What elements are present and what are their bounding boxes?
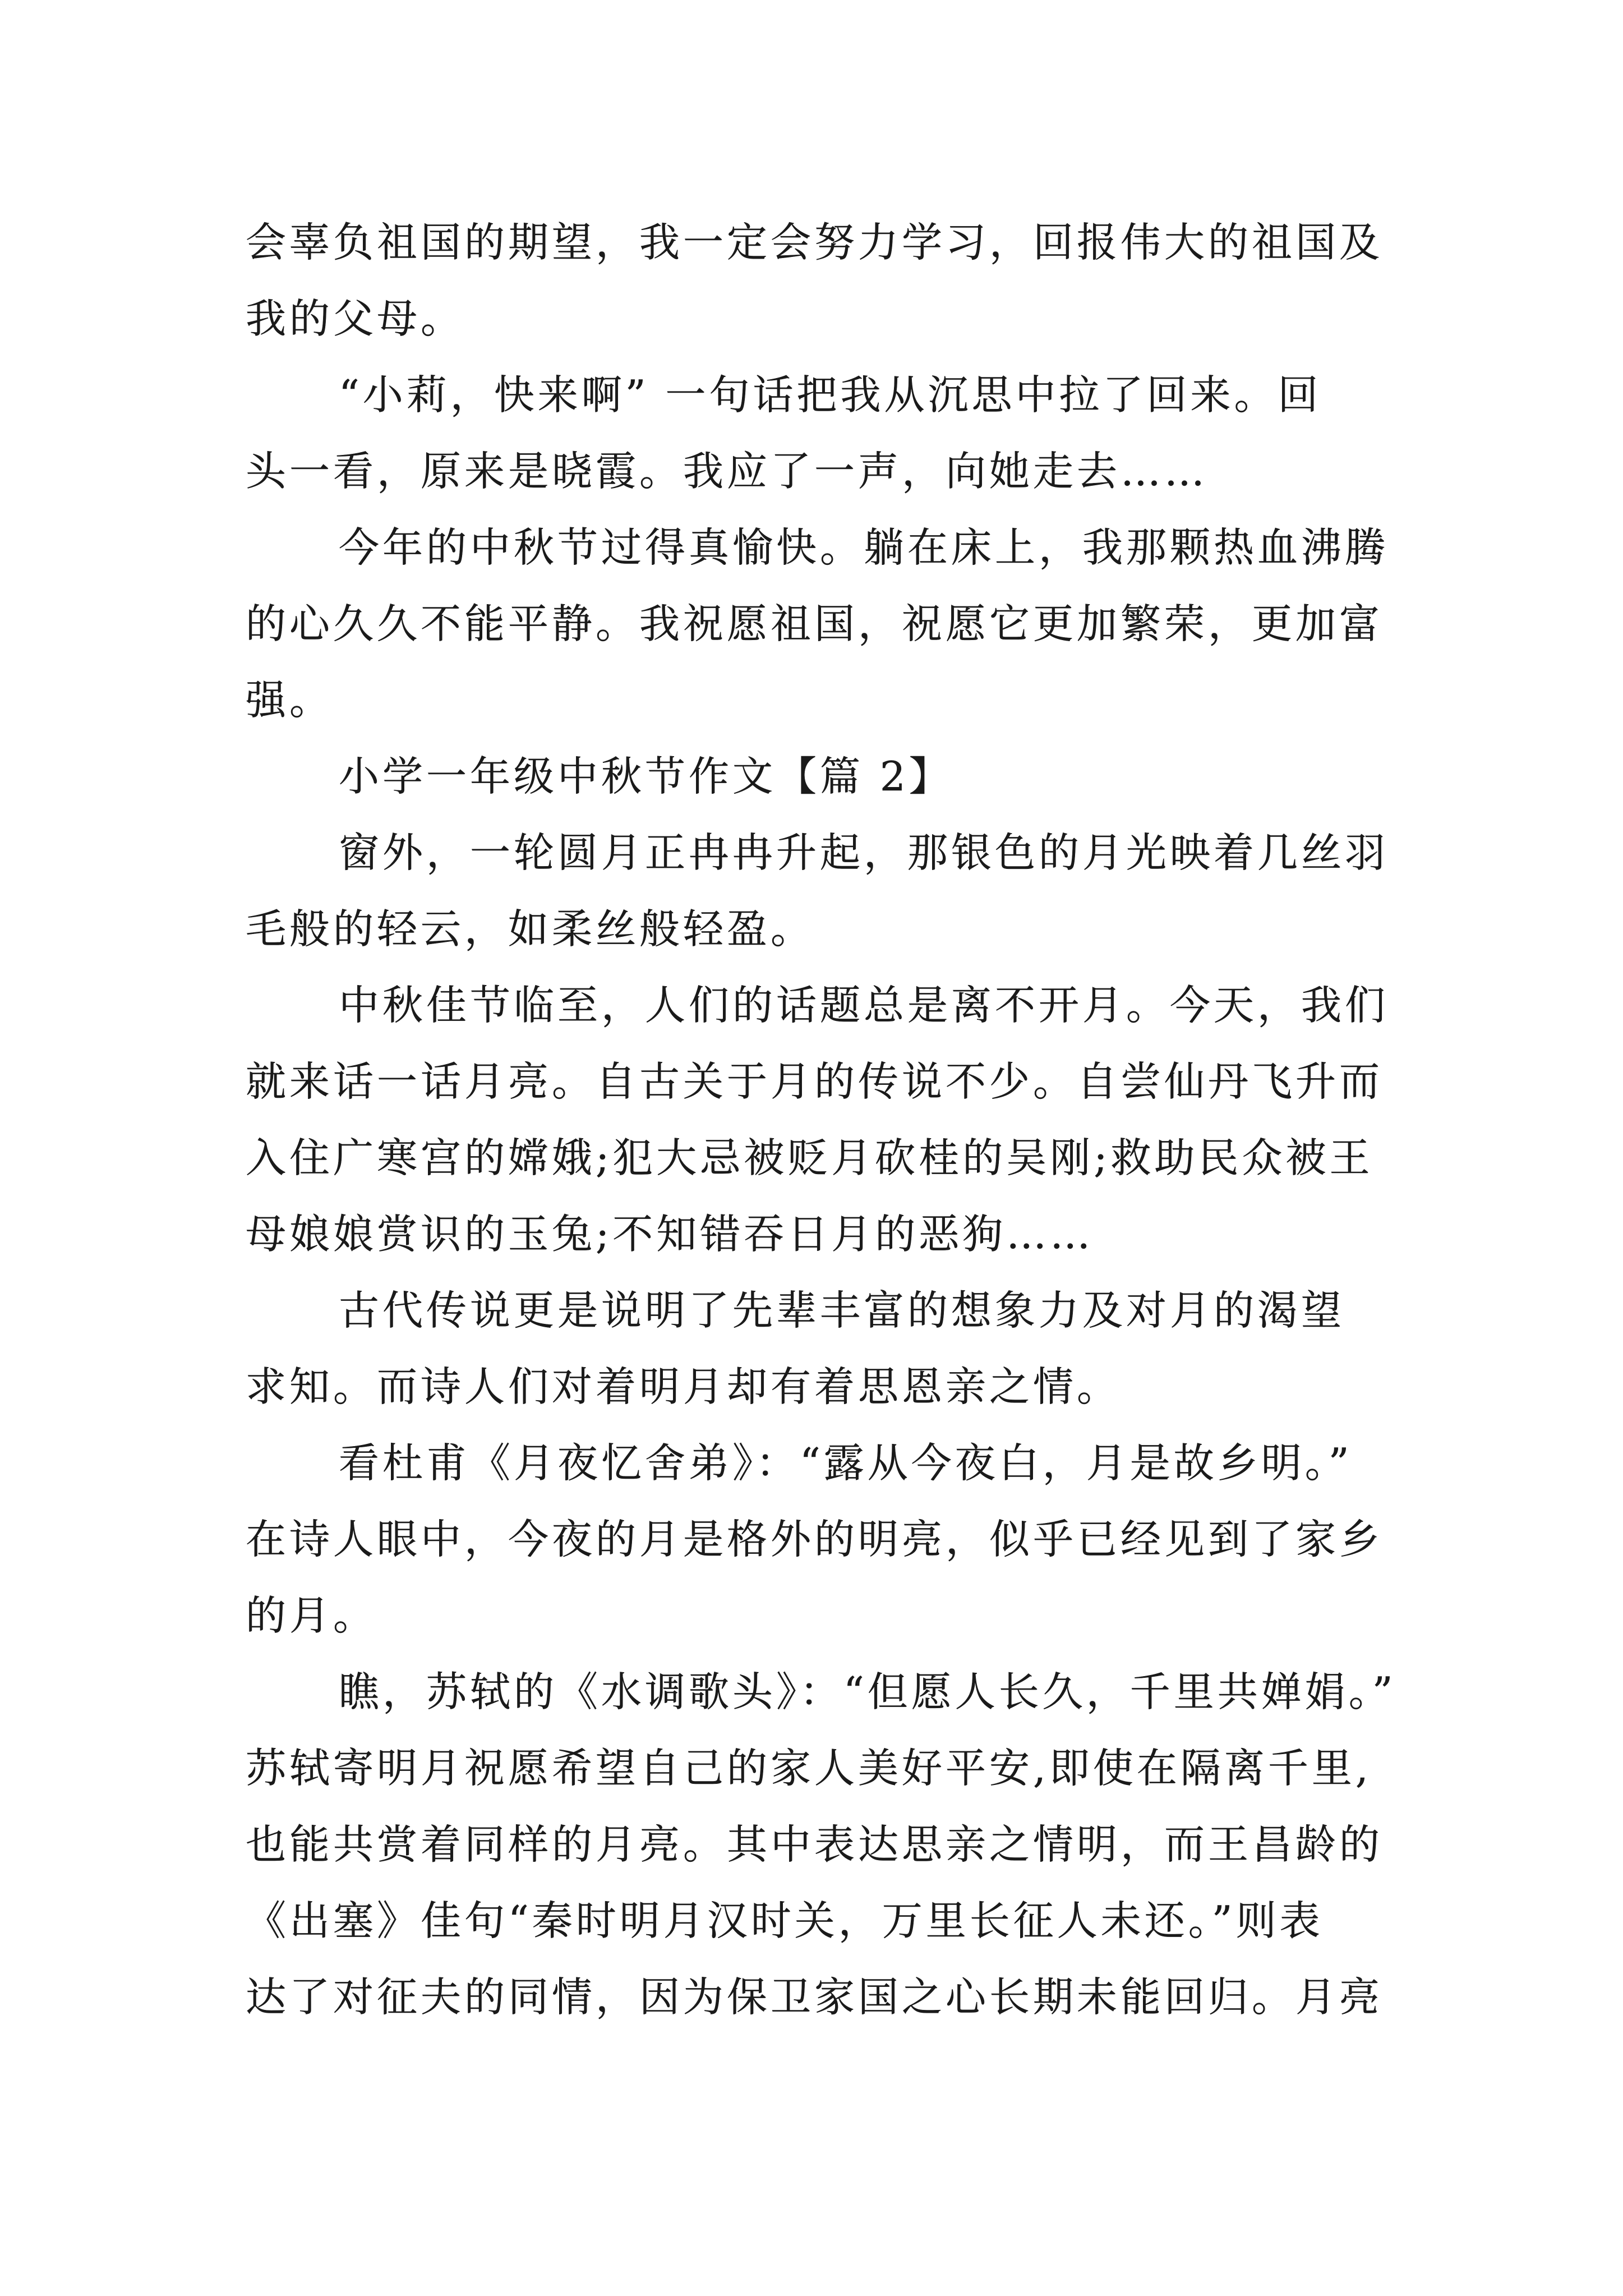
text-line: 的月。 xyxy=(246,1592,377,1639)
text-line: 母娘娘赏识的玉兔;不知错吞日月的恶狗…… xyxy=(246,1211,1094,1258)
text-line: 窗外，一轮圆月正冉冉升起，那银色的月光映着几丝羽 xyxy=(339,829,1389,876)
text-line: 苏轼寄明月祝愿希望自己的家人美好平安,即使在隔离千里, xyxy=(246,1745,1372,1792)
text-line: 头一看，原来是晓霞。我应了一声，向她走去…… xyxy=(246,448,1209,495)
text-line: 强。 xyxy=(246,677,334,724)
text-line: 《出塞》佳句“秦时明月汉时关，万里长征人未还。”则表 xyxy=(246,1897,1324,1944)
text-line: 求知。而诗人们对着明月却有着思恩亲之情。 xyxy=(246,1363,1121,1410)
text-line: 就来话一话月亮。自古关于月的传说不少。自尝仙丹飞升而 xyxy=(246,1058,1384,1105)
text-line: 毛般的轻云，如柔丝般轻盈。 xyxy=(246,905,815,953)
text-line: 在诗人眼中，今夜的月是格外的明亮，似乎已经见到了家乡 xyxy=(246,1516,1384,1563)
text-line: 会辜负祖国的期望，我一定会努力学习，回报伟大的祖国及 xyxy=(246,219,1384,266)
text-line: 也能共赏着同样的月亮。其中表达思亲之情明，而王昌龄的 xyxy=(246,1821,1384,1868)
text-line: 瞧，苏轼的《水调歌头》：“但愿人长久，千里共婵娟。” xyxy=(339,1668,1396,1715)
text-line: 今年的中秋节过得真愉快。躺在床上，我那颗热血沸腾 xyxy=(339,524,1389,571)
text-line: 我的父母。 xyxy=(246,295,465,342)
text-line: 中秋佳节临至，人们的话题总是离不开月。今天，我们 xyxy=(339,982,1389,1029)
text-line: “小莉，快来啊” 一句话把我从沉思中拉了回来。回 xyxy=(339,371,1322,418)
text-line: 入住广寒宫的嫦娥;犯大忌被贬月砍桂的吴刚;救助民众被王 xyxy=(246,1134,1373,1181)
text-line: 古代传说更是说明了先辈丰富的想象力及对月的渴望 xyxy=(339,1287,1345,1334)
section-heading: 小学一年级中秋节作文【篇 2】 xyxy=(339,753,953,800)
text-line: 达了对征夫的同情，因为保卫家国之心长期未能回归。月亮 xyxy=(246,1973,1384,2021)
text-line: 的心久久不能平静。我祝愿祖国，祝愿它更加繁荣，更加富 xyxy=(246,600,1384,647)
text-line: 看杜甫《月夜忆舍弟》：“露从今夜白，月是故乡明。” xyxy=(339,1439,1353,1487)
